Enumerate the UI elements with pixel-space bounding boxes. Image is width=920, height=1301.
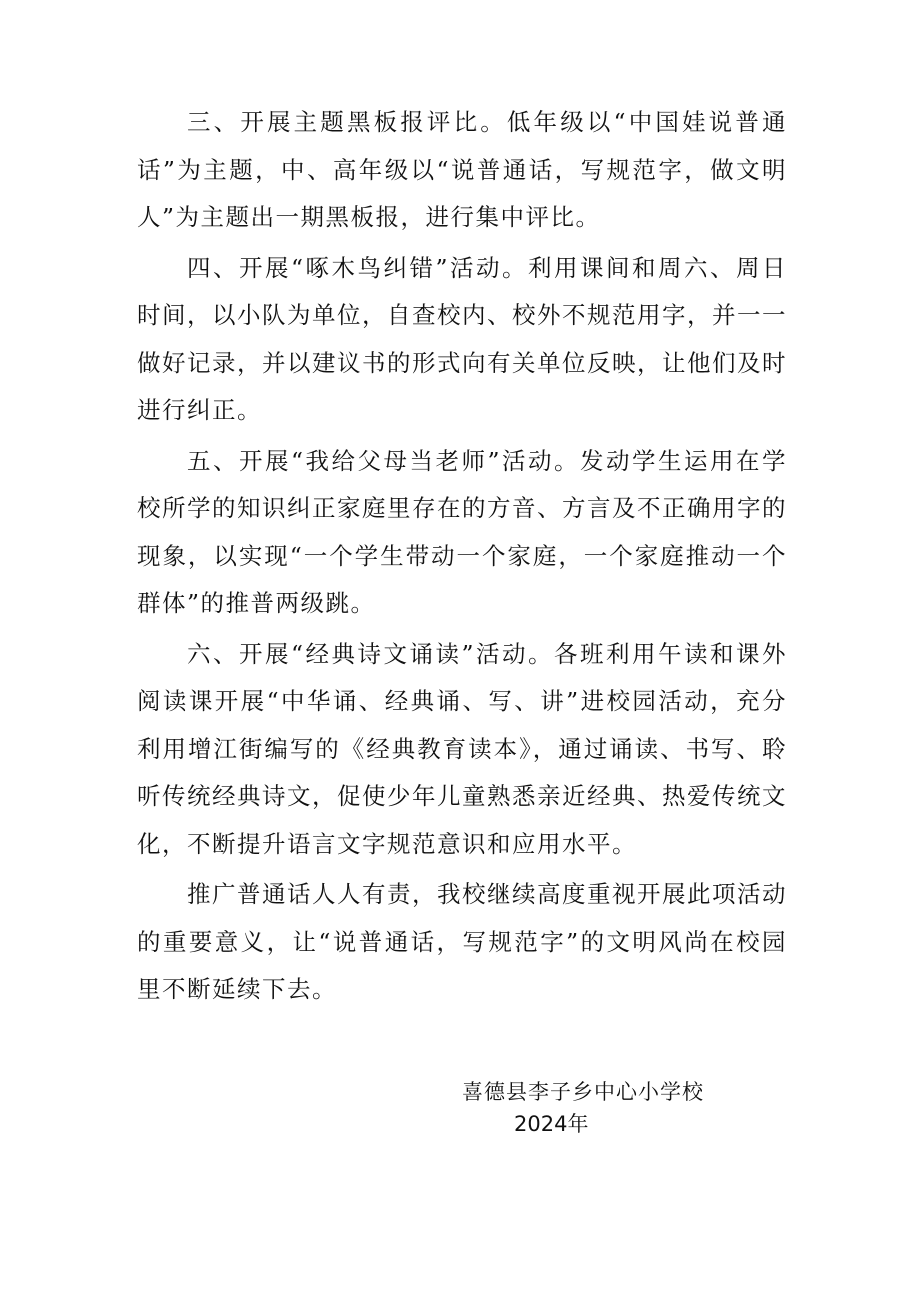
signature-date: 2024年	[514, 1112, 589, 1136]
paragraph-teach-parents: 五、开展“我给父母当老师”活动。发动学生运用在学校所学的知识纠正家庭里存在的方音、方言及不正确用字的现象，以实现“一个学生带动一个家庭，一个家庭推动一个群体”的推普两级跳。	[137, 446, 787, 617]
paragraph-classic-reading: 六、开展“经典诗文诵读”活动。各班利用午读和课外阅读课开展“中华诵、经典诵、写、讲”进校园活动，充分利用增江街编写的《经典教育读本》，通过诵读、书写、聆听传统经典诗文，促使少年儿童熟悉亲近经典、热爱传统文化，不断提升语言文字规范意识和应用水平。	[137, 639, 787, 858]
paragraph-conclusion: 推广普通话人人有责，我校继续高度重视开展此项活动的重要意义，让“说普通话，写规范字”的文明风尚在校园里不断延续下去。	[137, 880, 787, 1003]
paragraph-blackboard-competition: 三、开展主题黑板报评比。低年级以“中国娃说普通话”为主题，中、高年级以“说普通话，写规范字，做文明人”为主题出一期黑板报，进行集中评比。	[137, 108, 787, 231]
signature-organization: 喜德县李子乡中心小学校	[462, 1080, 704, 1104]
document-body	[137, 99, 787, 1017]
paragraph-woodpecker-correction: 四、开展“啄木鸟纠错”活动。利用课间和周六、周日时间，以小队为单位，自查校内、校外不规范用字，并一一做好记录，并以建议书的形式向有关单位反映，让他们及时进行纠正。	[137, 253, 787, 424]
